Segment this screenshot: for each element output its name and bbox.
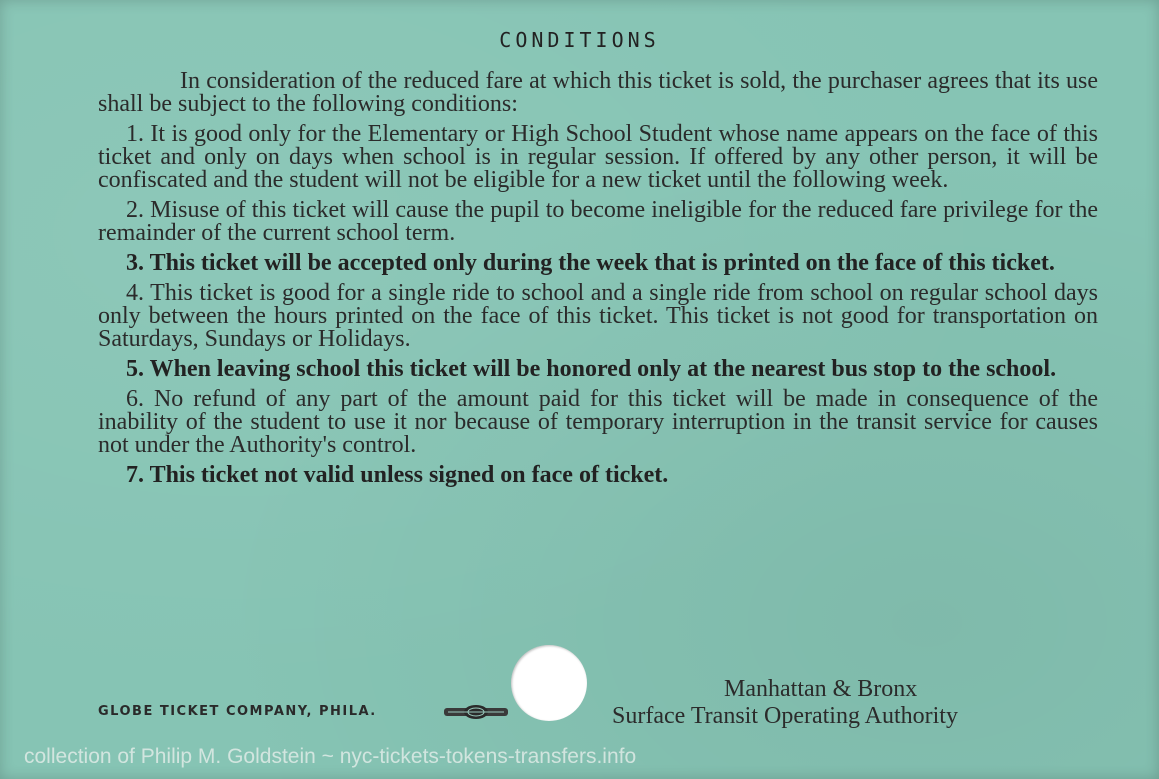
globe-logo-icon (442, 703, 512, 721)
condition-2: 2. Misuse of this ticket will cause the pupil to become ineligible for the reduced fare privilege for the remainder of the current school term. (98, 197, 1098, 246)
authority-line-2: Surface Transit Operating Authority (612, 703, 958, 729)
collection-watermark: collection of Philip M. Goldstein ~ nyc-tickets-tokens-transfers.info (24, 745, 637, 768)
printer-credit: GLOBE TICKET COMPANY, PHILA. (98, 704, 377, 719)
condition-3: 3. This ticket will be accepted only during the week that is printed on the face of this ticket. (126, 250, 1055, 276)
condition-6: 6. No refund of any part of the amount paid for this ticket will be made in consequence of the inability of the student to use it nor because of temporary interruption in the transit service for causes not under the Authority's control. (98, 386, 1098, 458)
issuing-authority (612, 676, 1098, 730)
condition-7: 7. This ticket not valid unless signed on face of ticket. (126, 462, 669, 488)
conditions-body (98, 70, 1098, 494)
authority-line-1: Manhattan & Bronx (724, 676, 918, 702)
punch-hole (511, 645, 587, 721)
conditions-title: CONDITIONS (499, 28, 660, 52)
condition-1: 1. It is good only for the Elementary or High School Student whose name appears on the face of this ticket and only on days when school is in regular session. If offered by any other person, it will be confiscated and the student will not be eligible for a new ticket until the following week. (98, 121, 1098, 193)
condition-4: 4. This ticket is good for a single ride to school and a single ride from school on regular school days only between the hours printed on the face of this ticket. This ticket is not good for transportation on Saturdays, Sundays or Holidays. (98, 280, 1098, 352)
intro-paragraph: In consideration of the reduced fare at which this ticket is sold, the purchaser agrees that its use shall be subject to the following conditions: (98, 68, 1098, 117)
condition-5: 5. When leaving school this ticket will be honored only at the nearest bus stop to the school. (126, 356, 1057, 382)
